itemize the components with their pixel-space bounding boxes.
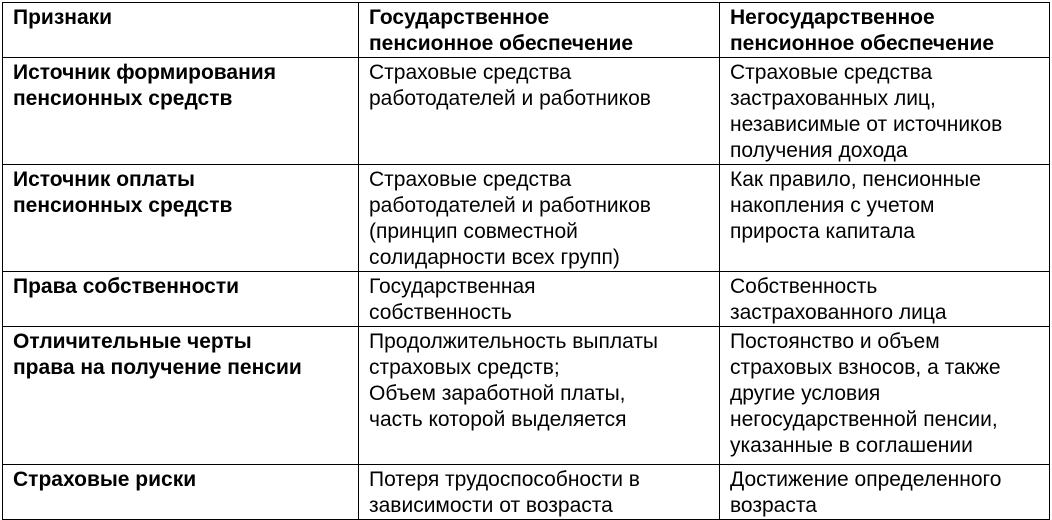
state-pension-cell: Страховые средства работодателей и работников (принцип совместной солидарности всех групп) — [359, 165, 720, 272]
header-state-pension: Государственное пенсионное обеспечение — [359, 3, 720, 58]
row-label: Источник оплаты пенсионных средств — [3, 165, 359, 272]
nonstate-pension-cell: Собственность застрахованного лица — [720, 272, 1050, 327]
table-row — [3, 58, 1050, 165]
nonstate-pension-cell: Достижение определенного возраста — [720, 465, 1050, 520]
table-row — [3, 327, 1050, 465]
table-row — [3, 165, 1050, 272]
state-pension-cell: Потеря трудоспособности в зависимости от возраста — [359, 465, 720, 520]
header-criteria: Признаки — [3, 3, 359, 58]
state-pension-cell: Государственная собственность — [359, 272, 720, 327]
row-label: Права собственности — [3, 272, 359, 327]
table-row — [3, 465, 1050, 520]
row-label: Страховые риски — [3, 465, 359, 520]
table-row — [3, 272, 1050, 327]
state-pension-cell: Страховые средства работодателей и работников — [359, 58, 720, 165]
pension-comparison-table — [2, 2, 1050, 520]
table-header-row — [3, 3, 1050, 58]
row-label: Отличительные черты права на получение пенсии — [3, 327, 359, 465]
row-label: Источник формирования пенсионных средств — [3, 58, 359, 165]
nonstate-pension-cell: Страховые средства застрахованных лиц, независимые от источников получения дохода — [720, 58, 1050, 165]
nonstate-pension-cell: Как правило, пенсионные накопления с учетом прироста капитала — [720, 165, 1050, 272]
state-pension-cell: Продолжительность выплаты страховых средств; Объем заработной платы, часть которой выделяется — [359, 327, 720, 465]
nonstate-pension-cell: Постоянство и объем страховых взносов, а также другие условия негосударственной пенсии, указанные в соглашении — [720, 327, 1050, 465]
header-nonstate-pension: Негосударственное пенсионное обеспечение — [720, 3, 1050, 58]
